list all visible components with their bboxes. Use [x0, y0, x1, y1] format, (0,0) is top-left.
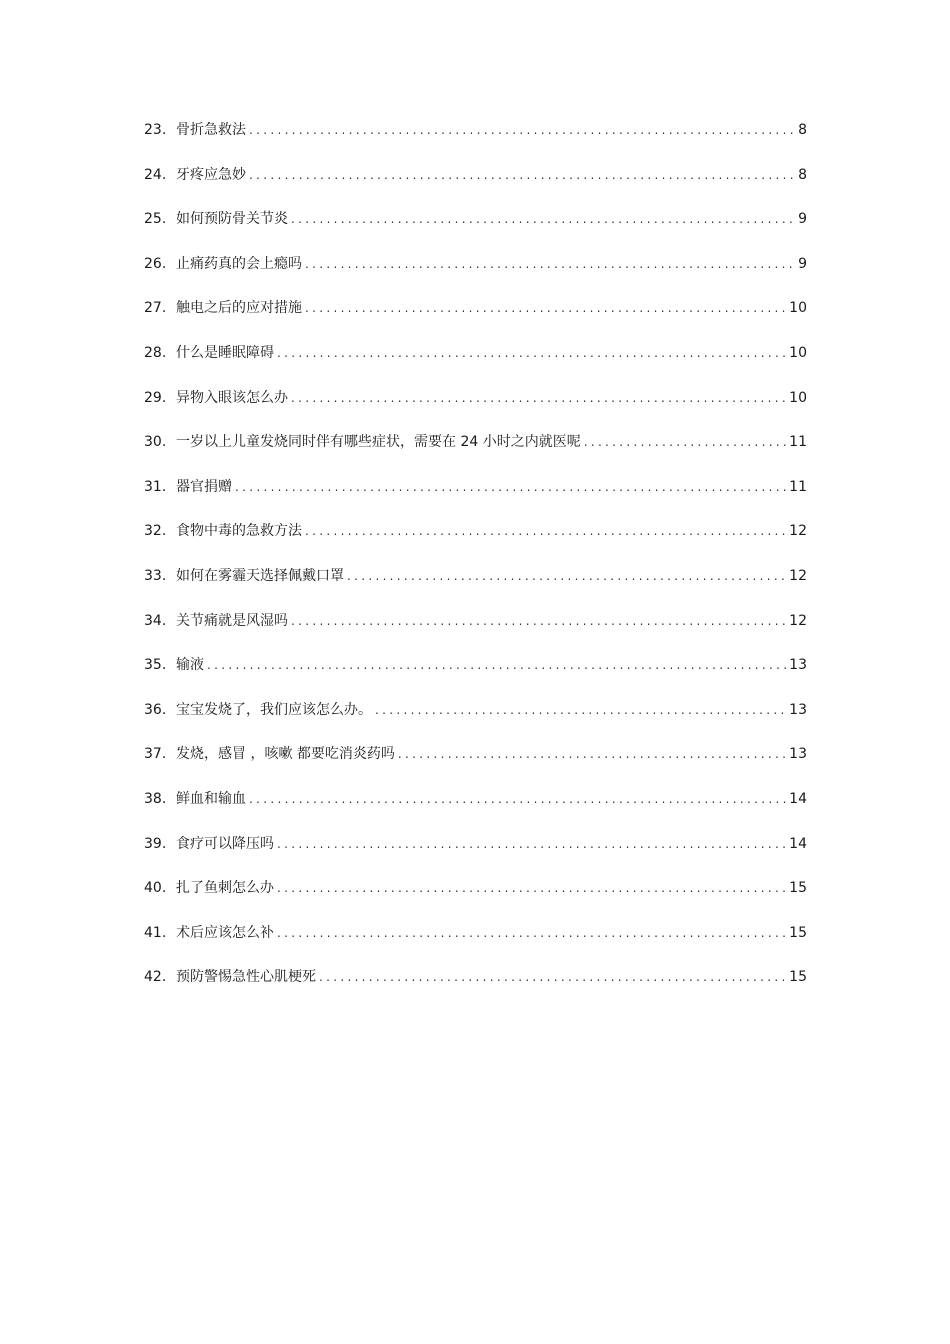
- toc-entry-title: 止痛药真的会上瘾吗: [176, 255, 302, 272]
- toc-dot-leader: [235, 474, 786, 500]
- toc-entry-25[interactable]: [144, 206, 807, 251]
- toc-entry-37[interactable]: [144, 741, 807, 786]
- toc-entry-title: 术后应该怎么补: [176, 924, 274, 941]
- toc-entry-34[interactable]: [144, 608, 807, 653]
- toc-entry-number: 26.: [144, 255, 167, 272]
- toc-dot-leader: [305, 251, 795, 277]
- toc-entry-page: 13: [789, 701, 807, 718]
- toc-entry-number: 36.: [144, 701, 167, 718]
- toc-entry-page: 14: [789, 835, 807, 852]
- toc-entry-number: 35.: [144, 657, 167, 674]
- toc-dot-leader: [375, 697, 786, 723]
- toc-entry-28[interactable]: [144, 340, 807, 385]
- toc-entry-40[interactable]: [144, 875, 807, 920]
- toc-entry-title: 预防警惕急性心肌梗死: [176, 969, 316, 986]
- toc-entry-number: 29.: [144, 389, 167, 406]
- toc-dot-leader: [249, 786, 786, 812]
- toc-entry-number: 23.: [144, 122, 167, 138]
- toc-entry-page: 10: [789, 300, 807, 317]
- toc-entry-24[interactable]: [144, 162, 807, 207]
- toc-entry-30[interactable]: [144, 429, 807, 474]
- toc-entry-number: 39.: [144, 835, 167, 852]
- toc-entry-page: 12: [789, 612, 807, 629]
- toc-entry-page: 9: [798, 255, 807, 272]
- toc-entry-number: 40.: [144, 880, 167, 897]
- toc-entry-title: 异物入眼该怎么办: [176, 389, 288, 406]
- toc-dot-leader: [277, 875, 786, 901]
- toc-entry-number: 34.: [144, 612, 167, 629]
- toc-entry-title: 宝宝发烧了，我们应该怎么办。: [176, 701, 372, 718]
- toc-entry-title: 如何预防骨关节炎: [176, 211, 288, 228]
- toc-entry-title: 一岁以上儿童发烧同时伴有哪些症状，需要在 24 小时之内就医呢: [176, 434, 581, 451]
- toc-entry-page: 13: [789, 657, 807, 674]
- toc-entry-page: 9: [798, 211, 807, 228]
- toc-entry-number: 33.: [144, 567, 167, 584]
- toc-entry-41[interactable]: [144, 920, 807, 965]
- toc-entry-page: 10: [789, 389, 807, 406]
- toc-entry-33[interactable]: [144, 563, 807, 608]
- toc-entry-title: 发烧，感冒 ，咳嗽 都要吃消炎药吗: [176, 746, 395, 763]
- toc-dot-leader: [305, 518, 786, 544]
- toc-entry-title: 如何在雾霾天选择佩戴口罩: [176, 567, 344, 584]
- toc-entry-38[interactable]: [144, 786, 807, 831]
- toc-entry-page: 12: [789, 567, 807, 584]
- toc-entry-39[interactable]: [144, 831, 807, 876]
- toc-dot-leader: [277, 920, 786, 946]
- toc-entry-title: 扎了鱼刺怎么办: [176, 880, 274, 897]
- toc-entry-page: 15: [789, 969, 807, 986]
- toc-dot-leader: [291, 385, 786, 411]
- toc-dot-leader: [347, 563, 786, 589]
- toc-entry-page: 15: [789, 880, 807, 897]
- toc-entry-page: 10: [789, 344, 807, 361]
- toc-entry-number: 30.: [144, 434, 167, 451]
- toc-entry-title: 触电之后的应对措施: [176, 300, 302, 317]
- toc-entry-page: 15: [789, 924, 807, 941]
- toc-dot-leader: [398, 741, 786, 767]
- toc-entry-number: 42.: [144, 969, 167, 986]
- toc-entry-32[interactable]: [144, 518, 807, 563]
- toc-entry-number: 24.: [144, 166, 167, 183]
- toc-entry-number: 28.: [144, 344, 167, 361]
- toc-entry-number: 32.: [144, 523, 167, 540]
- toc-entry-31[interactable]: [144, 474, 807, 519]
- toc-entry-number: 41.: [144, 924, 167, 941]
- toc-dot-leader: [291, 206, 795, 232]
- toc-entry-23[interactable]: [144, 117, 807, 162]
- toc-entry-title: 关节痛就是风湿吗: [176, 612, 288, 629]
- toc-entry-42[interactable]: [144, 964, 807, 1009]
- toc-entry-page: 8: [798, 166, 807, 183]
- toc-dot-leader: [277, 340, 786, 366]
- toc-entry-26[interactable]: [144, 251, 807, 296]
- toc-entry-35[interactable]: [144, 652, 807, 697]
- toc-entry-page: 13: [789, 746, 807, 763]
- toc-dot-leader: [291, 608, 786, 634]
- toc-entry-number: 31.: [144, 478, 167, 495]
- toc-entry-number: 27.: [144, 300, 167, 317]
- toc-dot-leader: [319, 964, 786, 990]
- toc-dot-leader: [207, 652, 786, 678]
- toc-entry-36[interactable]: [144, 697, 807, 742]
- toc-entry-title: 食物中毒的急救方法: [176, 523, 302, 540]
- toc-entry-page: 8: [798, 122, 807, 138]
- toc-entry-page: 11: [789, 434, 807, 451]
- toc-entry-number: 37.: [144, 746, 167, 763]
- toc-entry-number: 38.: [144, 790, 167, 807]
- toc-entry-27[interactable]: [144, 295, 807, 340]
- toc-dot-leader: [305, 295, 786, 321]
- toc-entry-title: 什么是睡眠障碍: [176, 344, 274, 361]
- toc-entry-page: 11: [789, 478, 807, 495]
- toc-entry-page: 12: [789, 523, 807, 540]
- toc-entry-29[interactable]: [144, 385, 807, 430]
- toc-dot-leader: [249, 162, 795, 188]
- toc-entry-number: 25.: [144, 211, 167, 228]
- toc-entry-title: 输液: [176, 657, 204, 674]
- toc-dot-leader: [277, 831, 786, 857]
- table-of-contents: [144, 117, 807, 1009]
- toc-entry-title: 牙疼应急妙: [176, 166, 246, 183]
- toc-dot-leader: [584, 429, 786, 455]
- toc-entry-title: 食疗可以降压吗: [176, 835, 274, 852]
- toc-entry-title: 鲜血和输血: [176, 790, 246, 807]
- toc-entry-page: 14: [789, 790, 807, 807]
- toc-entry-title: 骨折急救法: [176, 122, 246, 138]
- toc-entry-title: 器官捐赠: [176, 478, 232, 495]
- toc-dot-leader: [249, 117, 795, 143]
